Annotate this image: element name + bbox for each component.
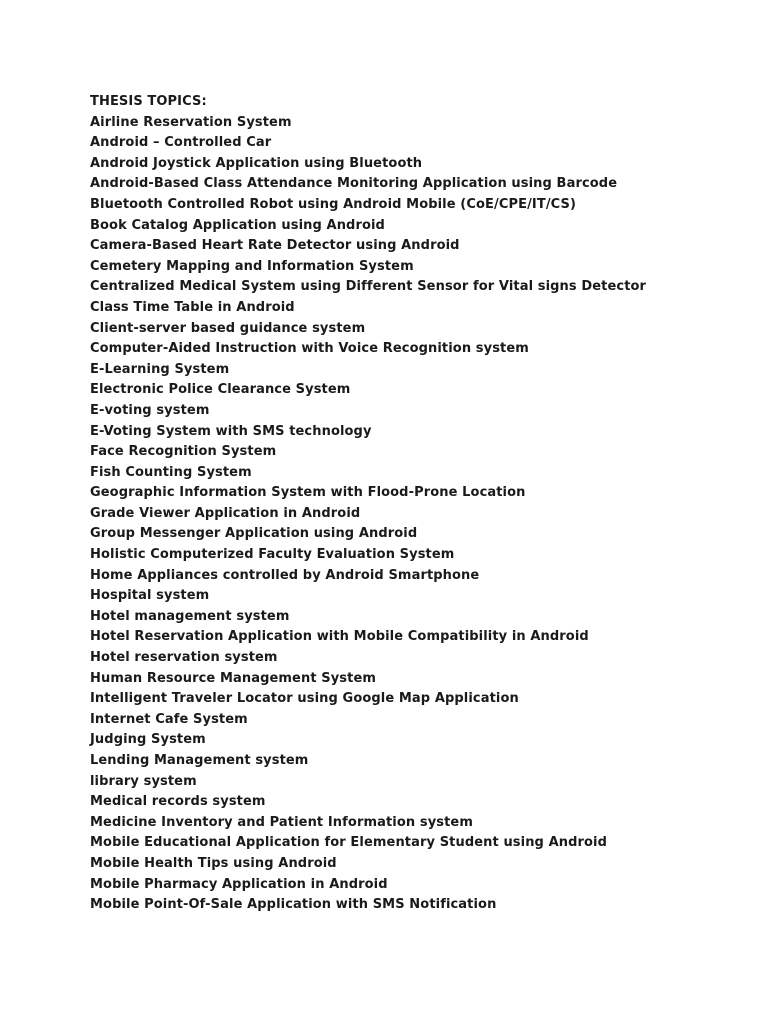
topic-list-item: Group Messenger Application using Android [90,526,418,542]
topic-list-item: E-Learning System [90,361,230,377]
topic-list-item: Class Time Table in Android [90,299,295,315]
topic-list [90,113,730,916]
topic-list-item: Cemetery Mapping and Information System [90,258,414,274]
topic-list-item: Bluetooth Controlled Robot using Android Mobile (CoE/CPE/IT/CS) [90,196,577,212]
topic-list-item: Holistic Computerized Faculty Evaluation System [90,547,455,563]
topic-list-item: library system [90,773,197,789]
topic-list-item: Client-server based guidance system [90,320,366,336]
topic-list-item: Geographic Information System with Flood-Prone Location [90,485,526,501]
topic-list-item: Book Catalog Application using Android [90,217,385,233]
topic-list-item: Mobile Educational Application for Elementary Student using Android [90,835,608,851]
topic-list-item: Mobile Point-Of-Sale Application with SMS Notification [90,897,497,913]
page-title: THESIS TOPICS: [90,94,207,109]
topic-list-item: Android Joystick Application using Bluetooth [90,155,423,171]
topic-list-item: Judging System [90,732,206,748]
topic-list-item: Camera-Based Heart Rate Detector using Android [90,238,460,254]
topic-list-item: Airline Reservation System [90,114,292,130]
topic-list-item: Fish Counting System [90,464,252,480]
topic-list-item: Hotel management system [90,608,290,624]
topic-list-item: E-Voting System with SMS technology [90,423,372,439]
document-content [90,92,730,916]
topic-list-item: Hotel reservation system [90,650,278,666]
topic-list-item: Hotel Reservation Application with Mobile Compatibility in Android [90,629,589,645]
topic-list-item: Mobile Health Tips using Android [90,855,337,871]
topic-list-item: Internet Cafe System [90,711,248,727]
topic-list-item: Hospital system [90,588,210,604]
topic-list-item: Medicine Inventory and Patient Information system [90,814,473,830]
topic-list-item: E-voting system [90,402,210,418]
topic-list-item: Android-Based Class Attendance Monitoring Application using Barcode [90,176,618,192]
topic-list-item: Medical records system [90,794,266,810]
topic-list-item: Mobile Pharmacy Application in Android [90,876,388,892]
topic-list-item: Grade Viewer Application in Android [90,505,361,521]
topic-list-item: Centralized Medical System using Different Sensor for Vital signs Detector [90,279,647,295]
topic-list-item: Android – Controlled Car [90,135,272,151]
topic-list-item: Computer-Aided Instruction with Voice Recognition system [90,341,529,357]
topic-list-item: Human Resource Management System [90,670,377,686]
topic-list-item: Face Recognition System [90,444,277,460]
topic-list-item: Home Appliances controlled by Android Smartphone [90,567,480,583]
topic-list-item: Intelligent Traveler Locator using Google Map Application [90,691,519,707]
topic-list-item: Lending Management system [90,753,309,768]
topic-list-item: Electronic Police Clearance System [90,382,351,398]
